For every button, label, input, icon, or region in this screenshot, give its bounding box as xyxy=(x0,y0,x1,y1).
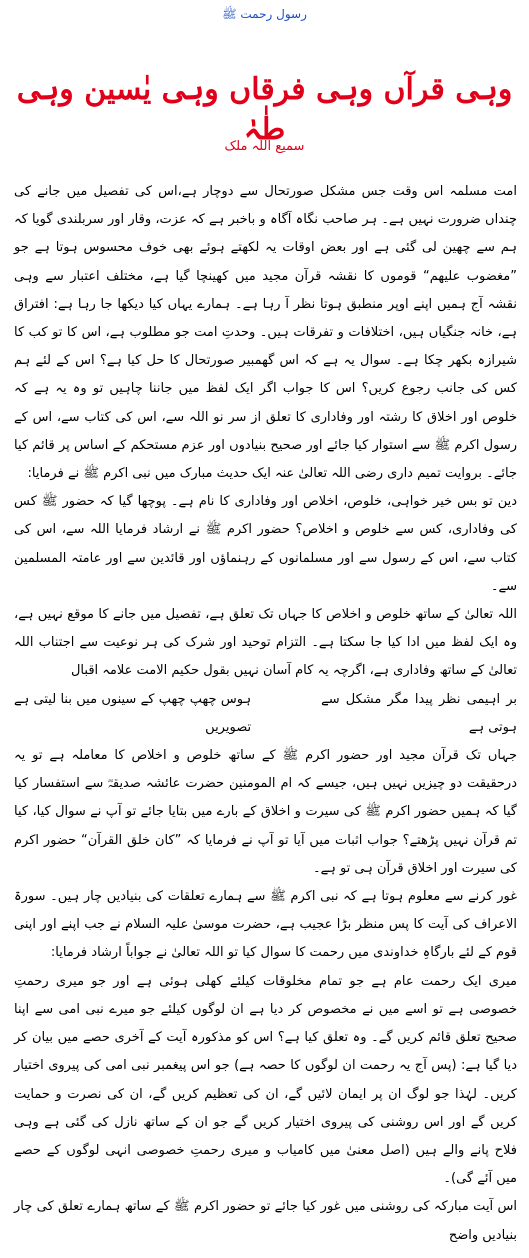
poem-line-1: بر اہیمی نظر پیدا مگر مشکل سے ہوتی ہے xyxy=(321,691,517,735)
author-name: سمیع اللہ ملک xyxy=(224,139,305,154)
poem-couplet xyxy=(14,686,517,742)
paragraph: اس آیت مبارکہ کی روشنی میں غور کیا جائے تو حضور اکرم ﷺ کے ساتھ ہمارے تعلق کی چار بنیادیں واضح xyxy=(14,1199,517,1243)
poem-line-2: ہوس چھپ چھپ کے سینوں میں بنا لیتی ہے تصویریں xyxy=(14,691,252,735)
header-title: رسول رحمت ﷺ xyxy=(222,7,307,21)
article-body xyxy=(14,178,517,1250)
paragraph: میری ایک رحمت عام ہے جو تمام مخلوقات کیلئے کھلی ہوئی ہے اور جو میری رحمتِ خصوصی ہے تو اسے میں نے مخصوص کر دیا ہے ان لوگوں کیلئے جو میرے نبی امی سے اپنا صحیح تعلق قائم کریں گے۔ وہ تعلق کیا ہے؟ اس کو مذکورہ آیت کے آخری حصے میں بیان کر دیا گیا ہے: (پس آج یہ رحمت ان لوگوں کا حصہ ہے) جو اس پیغمبر نبی امی کی پیروی اختیار کریں۔ لہٰذا جو لوگ ان پر ایمان لائیں گے، ان کی تعظیم کریں گے، ان کی نصرت و حمایت کریں گے اور اس روشنی کی پیروی اختیار کریں گے جو ان کے ساتھ نازل کی گئی ہے وہی فلاح پانے والے ہیں (اصل معنیٰ میں کامیاب و میری رحمتِ خصوصی انہی لوگوں کے حصے میں آئے گی)۔ xyxy=(14,973,517,1187)
paragraph: اللہ تعالیٰ کے ساتھ خلوص و اخلاص کا جہاں تک تعلق ہے، تفصیل میں جانے کا موقع نہیں ہے، وہ ایک لفظ میں ادا کیا جا سکتا ہے۔ التزام توحید اور شرک کی ہر نوعیت سے اجتناب اللہ تعالیٰ کے ساتھ وفاداری ہے، اگرچہ یہ کام آسان نہیں بقول حکیم الامت علامہ اقبال xyxy=(14,607,517,679)
paragraph: امت مسلمہ اس وقت جس مشکل صورتحال سے دوچار ہے،اس کی تفصیل میں جانے کی چنداں ضرورت نہیں ہے۔ ہر صاحب نگاہ آگاہ و باخبر ہے کہ عزت، وقار اور سربلندی گویا کہ ہم سے چھین لی گئی ہے اور بعض اوقات یہ لکھتے ہوئے بھی خوف محسوس ہوتا ہے جو ”مغضوب علیھم“ قوموں کا نقشہ قرآن مجید میں کھینچا گیا ہے، مختلف اعتبار سے وہی نقشہ آج ہمیں اپنے اوپر منطبق ہوتا نظر آ رہا ہے۔ ہمارے یہاں کیا دیکھا جا رہا ہے: افتراق ہے، خانہ جنگیاں ہیں، اختلافات و تفرقات ہیں۔ وحدتِ امت جو مطلوب ہے، اس کا تو کب کا شیرازہ بکھر چکا ہے۔ سوال یہ ہے کہ اس گھمبیر صورتحال کا حل کیا ہے؟ اس کے لئے ہم کس کی جانب رجوع کریں؟ اس کا جواب اگر ایک لفظ میں جاننا چاہیں تو وہ یہ ہے کہ خلوص اور اخلاق کا رشتہ اور وفاداری کا تعلق از سر نو اللہ سے، اس کی کتاب سے، اس کے رسول اکرم ﷺ سے استوار کیا جائے اور صحیح بنیادوں اور عزم مستحکم کے اساس پر قائم کیا جائے۔ بروایت تمیم داری رضی اللہ تعالیٰ عنہ ایک حدیث مبارک میں نبی اکرم ﷺ نے فرمایا: xyxy=(14,184,517,482)
article-title: وہی قرآں وہی فرقاں وہی یٰسین وہی طٰہٰ xyxy=(16,72,513,147)
paragraph: جہاں تک قرآن مجید اور حضور اکرم ﷺ کے ساتھ خلوص و اخلاص کا معاملہ ہے تو یہ درحقیقت دو چیزیں نہیں ہیں، جیسے کہ ام المومنین حضرت عائشہ صدیقہؓ سے استفسار کیا گیا کہ ہمیں حضور اکرم ﷺ کی سیرت و اخلاق کے بارے میں بتایا جائے تو آپ نے سوال کیا، کیا تم قرآن نہیں پڑھتے؟ جواب اثبات میں آیا تو آپ نے فرمایا کہ ”کان خلق القرآن“ حضور اکرم کی سیرت اور اخلاق قرآن ہی تو ہے۔ xyxy=(14,748,517,876)
paragraph: دین تو بس خیر خواہی، خلوص، اخلاص اور وفاداری کا نام ہے۔ پوچھا گیا کہ حضور ﷺ کس کی وفاداری، کس سے خلوص و اخلاص؟ حضور اکرم ﷺ نے ارشاد فرمایا اللہ سے، اس کی کتاب سے، اس کے رسول سے اور مسلمانوں کے رہنماؤں اور قائدین سے اور عامتہ المسلمین سے۔ xyxy=(14,494,517,594)
paragraph: غور کرنے سے معلوم ہوتا ہے کہ نبی اکرم ﷺ سے ہمارے تعلقات کی بنیادیں چار ہیں۔ سورۃ الاعراف کی آیت کا پس منظر بڑا عجیب ہے، حضرت موسیٰ علیہ السلام نے جب اپنے اور اپنی قوم کے لئے بارگاہِ خداوندی میں رحمت کا سوال کیا تو اللہ تعالیٰ نے جواباً ارشاد فرمایا: xyxy=(14,889,517,961)
